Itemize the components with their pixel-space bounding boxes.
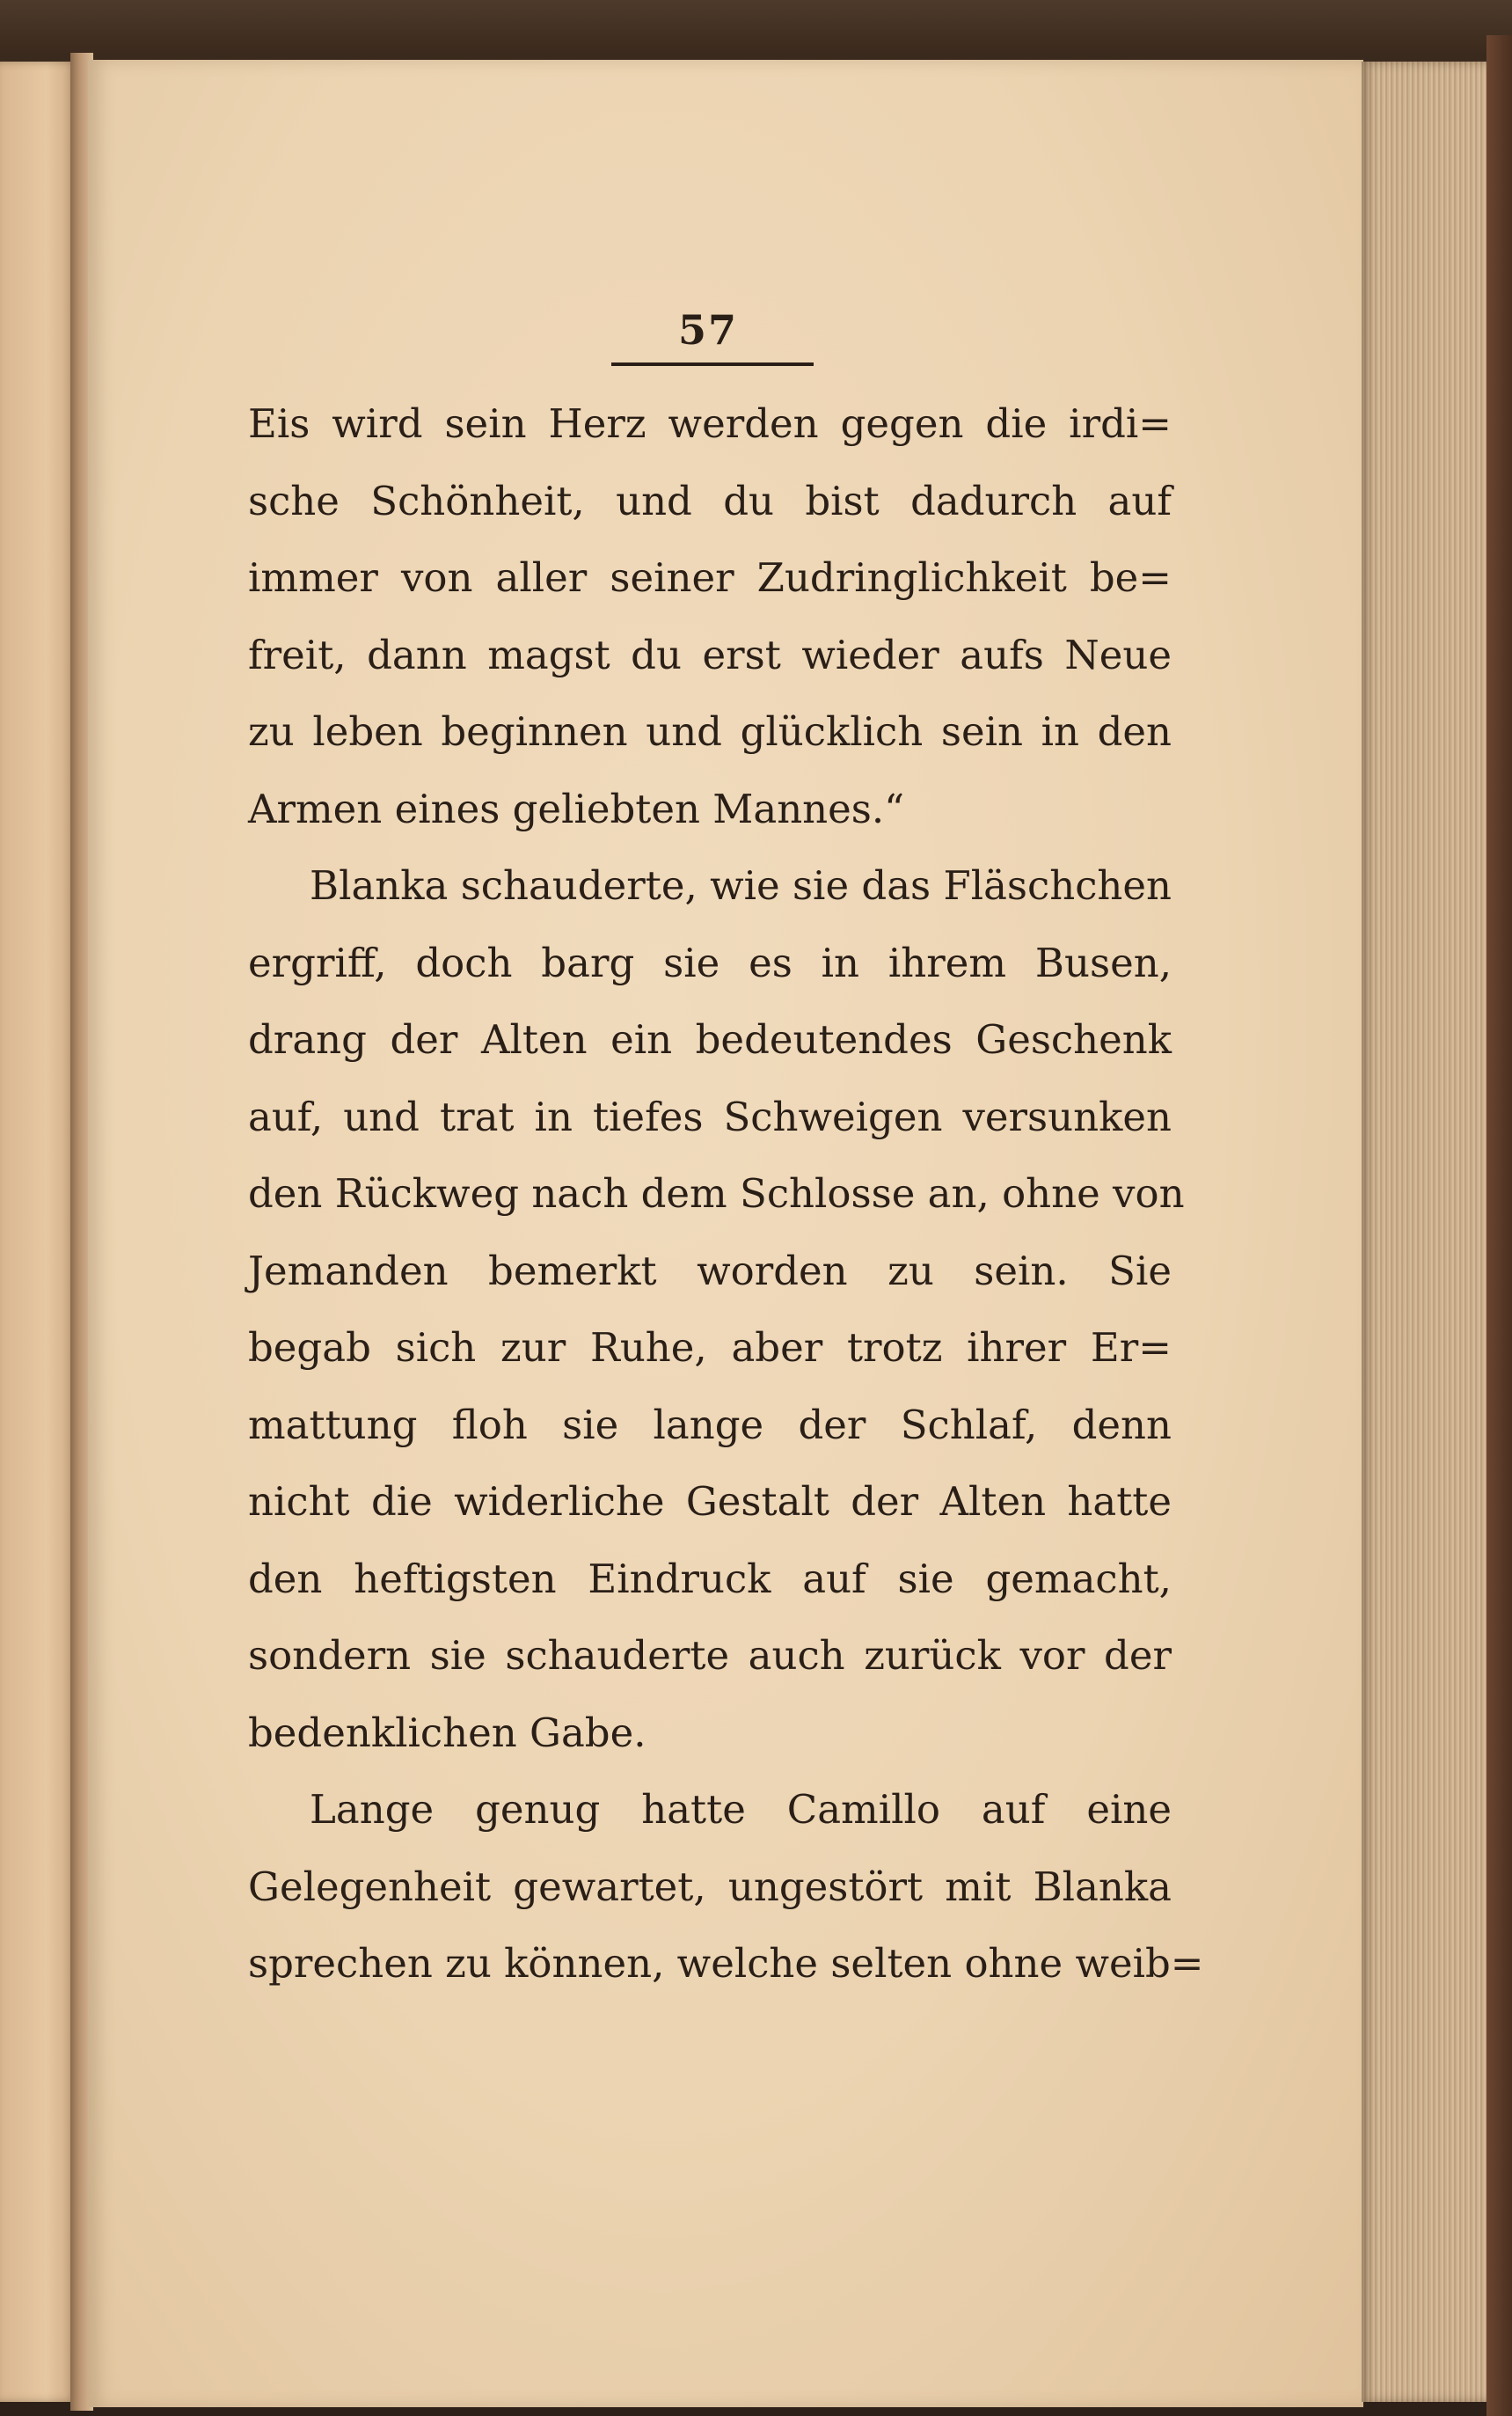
text-line: sche Schönheit, und du bist dadurch auf	[248, 477, 1172, 524]
text-line: zu leben beginnen und glücklich sein in den	[248, 708, 1172, 755]
text-line: freit, dann magst du erst wieder aufs Neue	[248, 631, 1172, 678]
book-cover-edge	[1486, 35, 1512, 2416]
text-line: den heftigsten Eindruck auf sie gemacht,	[248, 1555, 1172, 1602]
text-line: ergriff, doch barg sie es in ihrem Busen,	[248, 939, 1172, 986]
text-line: mattung floh sie lange der Schlaf, denn	[248, 1401, 1172, 1448]
header-rule	[611, 362, 814, 366]
text-line: Eis wird sein Herz werden gegen die irdi=	[248, 400, 1172, 447]
page-block-edges	[1362, 62, 1494, 2402]
text-line: den Rückweg nach dem Schlosse an, ohne von	[248, 1170, 1185, 1217]
text-line: auf, und trat in tiefes Schweigen versunken	[248, 1093, 1172, 1140]
text-line: sprechen zu können, welche selten ohne weib=	[248, 1940, 1204, 1987]
text-line: immer von aller seiner Zudringlichkeit be=	[248, 554, 1172, 601]
text-line: Jemanden bemerkt worden zu sein. Sie	[248, 1247, 1172, 1294]
text-line: drang der Alten ein bedeutendes Geschenk	[248, 1016, 1172, 1063]
text-line: Blanka schauderte, wie sie das Fläschchen	[310, 862, 1172, 909]
text-line: Lange genug hatte Camillo auf eine	[310, 1786, 1172, 1833]
text-line: bedenklichen Gabe.	[248, 1709, 646, 1756]
text-line: begab sich zur Ruhe, aber trotz ihrer Er=	[248, 1324, 1172, 1371]
left-page-edge	[0, 62, 77, 2402]
text-line: Gelegenheit gewartet, ungestört mit Blanka	[248, 1863, 1172, 1910]
book-cover-top	[0, 0, 1512, 53]
page-number: 57	[677, 306, 738, 354]
text-line: nicht die widerliche Gestalt der Alten hatte	[248, 1478, 1172, 1525]
text-line: sondern sie schauderte auch zurück vor der	[248, 1632, 1172, 1679]
text-line: Armen eines geliebten Mannes.“	[248, 785, 905, 832]
